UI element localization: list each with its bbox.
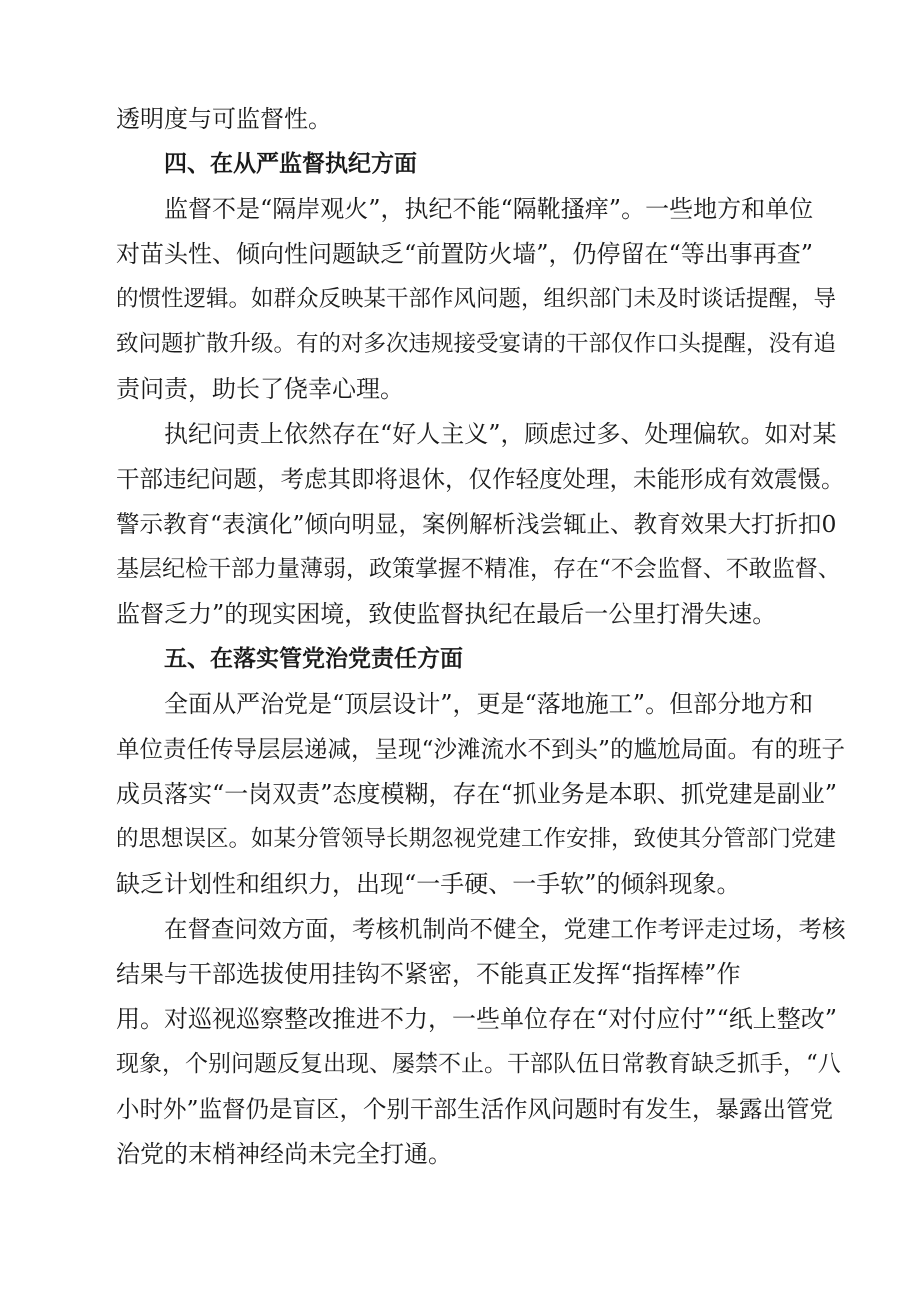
section-heading: 四、在从严监督执纪方面 [164, 151, 417, 177]
section-heading: 五、在落实管党治党责任方面 [164, 646, 463, 672]
text-line: 监督乏力”的现实困境，致使监督执纪在最后一公里打滑失速。 [116, 600, 777, 628]
paragraph-first-line: 监督不是“隔岸观火”，执纪不能“隔靴搔痒”。一些地方和单位 [164, 195, 814, 223]
paragraph-first-line: 在督查问效方面，考核机制尚不健全，党建工作考评走过场，考核 [164, 915, 846, 943]
paragraph-first-line: 全面从严治党是“顶层设计”，更是“落地施工”。但部分地方和 [164, 690, 814, 718]
text-line: 警示教育“表演化”倾向明显，案例解析浅尝辄止、教育效果大打折扣0 [116, 510, 837, 538]
text-line: 透明度与可监督性。 [116, 105, 332, 133]
text-line: 成员落实“一岗双责”态度模糊，存在“抓业务是本职、抓党建是副业” [116, 780, 838, 808]
text-line: 现象，个别问题反复出现、屡禁不止。干部队伍日常教育缺乏抓手，“八 [116, 1051, 841, 1077]
text-line: 的惯性逻辑。如群众反映某干部作风问题，组织部门未及时谈话提醒，导 [116, 286, 837, 312]
text-line: 致问题扩散升级。有的对多次违规接受宴请的干部仅作口头提醒，没有追 [116, 331, 837, 357]
text-line: 责问责，助长了侥幸心理。 [116, 375, 404, 403]
text-line: 治党的末梢神经尚未完全打通。 [116, 1140, 452, 1168]
text-line: 用。对巡视巡察整改推进不力，一些单位存在“对付应付”“纸上整改” [116, 1005, 838, 1033]
text-line: 的思想误区。如某分管领导长期忽视党建工作安排，致使其分管部门党建 [116, 826, 837, 852]
text-line: 干部违纪问题，考虑其即将退休，仅作轻度处理，未能形成有效震慑。 [116, 465, 845, 493]
paragraph-first-line: 执纪问责上依然存在“好人主义”，顾虑过多、处理偏软。如对某 [164, 420, 837, 448]
text-line: 缺乏计划性和组织力，出现“一手硬、一手软”的倾斜现象。 [116, 870, 741, 898]
text-line: 结果与干部选拔使用挂钩不紧密，不能真正发挥“指挥棒”作 [116, 960, 741, 988]
text-line: 基层纪检干部力量薄弱，政策掌握不精准，存在“不会监督、不敢监督、 [116, 556, 841, 582]
text-line: 对苗头性、倾向性问题缺乏“前置防火墙”，仍停留在“等出事再查” [116, 240, 814, 268]
text-line: 小时外”监督仍是盲区，个别干部生活作风问题时有发生，暴露出管党 [116, 1095, 834, 1123]
text-line: 单位责任传导层层递减，呈现“沙滩流水不到头”的尴尬局面。有的班子 [116, 735, 846, 763]
